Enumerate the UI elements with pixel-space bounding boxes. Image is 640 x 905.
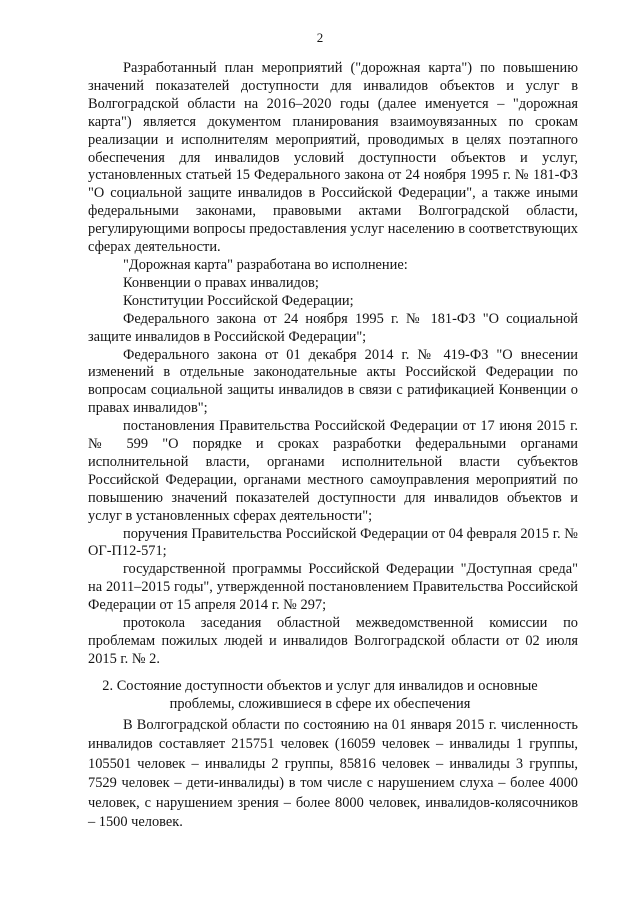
paragraph-constitution: Конституции Российской Федерации;	[123, 292, 354, 309]
paragraph-federal-law-181: Федерального закона от 24 ноября 1995 г. № 181-ФЗ "О социальной защите инвалидов в Российской Федерации";	[88, 310, 578, 345]
section-body	[88, 716, 578, 832]
paragraph-federal-law-419: Федерального закона от 01 декабря 2014 г. № 419-ФЗ "О внесении изменений в отдельные законодательные акты Российской Федерации по вопросам социальной защиты инвалидов в связи с ратификацией Конвенции о правах инвалидов";	[88, 346, 578, 417]
paragraph-convention: Конвенции о правах инвалидов;	[123, 274, 319, 291]
paragraph-roadmap-intro: Разработанный план мероприятий ("дорожная карта") по повышению значений показателей доступности для инвалидов объектов и услуг в Волгоградской области на 2016–2020 годы (далее именуется – "дорожная карта") является документом планирования взаимоувязанных по срокам реализации и исполнителям мероприятий, проводимых в целях поэтапного обеспечения для инвалидов условий доступности объектов и услуг, установленных статьей 15 Федерального закона от 24 ноября 1995 г. № 181-ФЗ "О социальной защите инвалидов в Российской Федерации", а также иными федеральными законами, правовыми актами Волгоградской области, регулирующими вопросы предоставления услуг населению в соответствующих сферах деятельности.	[88, 60, 578, 256]
paragraph-disability-statistics: В Волгоградской области по состоянию на 01 января 2015 г. численность инвалидов составляет 215751 человек (16059 человек – инвалиды 1 группы, 105501 человек – инвалиды 2 группы, 85816 человек – инвалиды 3 группы, 7529 человек – дети-инвалиды) в том числе с нарушением слуха – более 4000 человек, с нарушением зрения – более 8000 человек, инвалидов-колясочников – 1500 человек.	[88, 717, 578, 831]
page-number: 2	[316, 30, 324, 45]
paragraph-commission-protocol: протокола заседания областной межведомственной комиссии по проблемам пожилых людей и инвалидов Волгоградской области от 02 июля 2015 г. № 2.	[88, 615, 578, 667]
paragraph-government-instruction: поручения Правительства Российской Федерации от 04 февраля 2015 г. № ОГ-П12-571;	[88, 525, 578, 560]
document-body	[88, 60, 578, 669]
paragraph-government-decree-599: постановления Правительства Российской Федерации от 17 июня 2015 г. № 599 "О порядке и сроках разработки федеральными органами исполнительной власти, органами исполнительной власти субъектов Российской Федерации, органами местного самоуправления мероприятий по повышению значений показателей доступности для инвалидов объектов и услуг в установленных сферах деятельности";	[88, 418, 578, 524]
section-heading: 2. Состояние доступности объектов и услуг для инвалидов и основные проблемы, сложившиеся в сфере их обеспечения	[102, 678, 538, 712]
paragraph-state-program: государственной программы Российской Федерации "Доступная среда" на 2011–2015 годы", утвержденной постановлением Правительства Российской Федерации от 15 апреля 2014 г. № 297;	[88, 561, 578, 614]
paragraph-developed-in-execution: "Дорожная карта" разработана во исполнение:	[123, 256, 408, 273]
